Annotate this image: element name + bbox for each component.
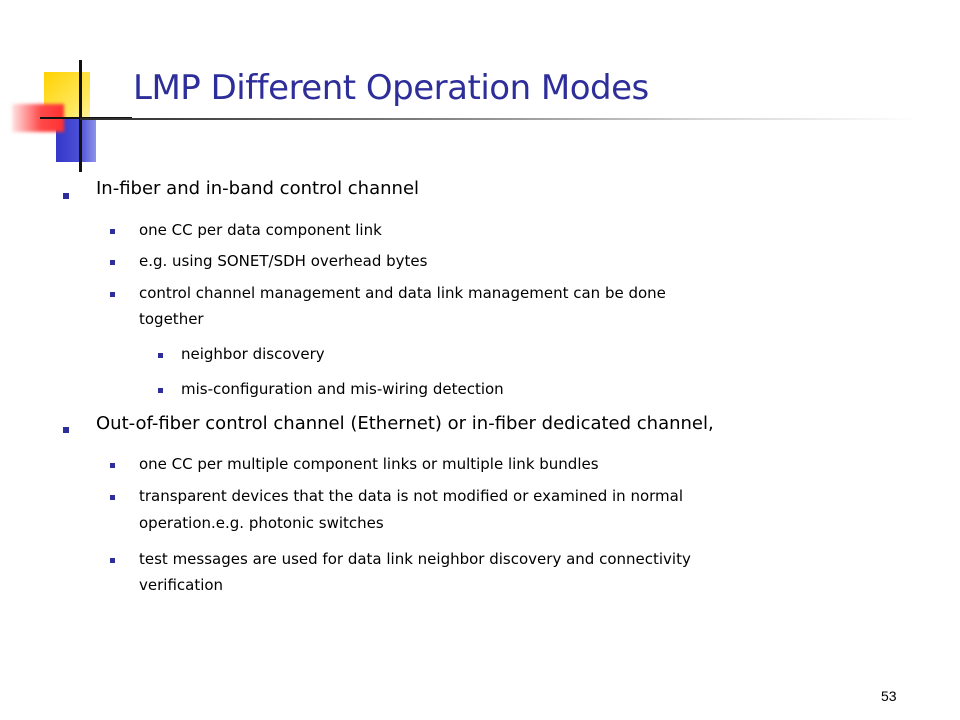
sub-bullet-item: one CC per multiple component links or multiple link bundles (139, 455, 599, 473)
sub-bullet-item-continued: verification (139, 576, 224, 594)
logo-decoration (0, 0, 140, 175)
sub-bullet-item: transparent devices that the data is not modified or examined in normal (139, 487, 683, 505)
sub-bullet-item-continued: together (139, 310, 204, 328)
bullet-marker (110, 495, 115, 500)
bullet-marker (158, 353, 163, 358)
sub-bullet-item: control channel management and data link management can be done (139, 284, 666, 302)
title-rule (80, 118, 920, 120)
bullet-marker (110, 463, 115, 468)
bullet-marker (110, 292, 115, 297)
slide-title: LMP Different Operation Modes (133, 68, 649, 108)
sub-bullet-item-continued: operation.e.g. photonic switches (139, 514, 384, 532)
bullet-marker (63, 427, 69, 433)
logo-vertical-line (79, 60, 82, 172)
page-number: 53 (881, 688, 897, 704)
sub-sub-bullet-item: mis-configuration and mis-wiring detection (181, 380, 504, 398)
sub-bullet-item: one CC per data component link (139, 221, 382, 239)
bullet-item: In-fiber and in-band control channel (96, 178, 420, 199)
sub-bullet-item: e.g. using SONET/SDH overhead bytes (139, 252, 428, 270)
sub-sub-bullet-item: neighbor discovery (181, 345, 325, 363)
bullet-marker (63, 193, 69, 199)
bullet-marker (110, 229, 115, 234)
bullet-marker (110, 558, 115, 563)
bullet-item: Out-of-fiber control channel (Ethernet) or in-fiber dedicated channel, (96, 413, 714, 434)
bullet-marker (110, 260, 115, 265)
bullet-marker (158, 388, 163, 393)
sub-bullet-item: test messages are used for data link neighbor discovery and connectivity (139, 550, 691, 568)
